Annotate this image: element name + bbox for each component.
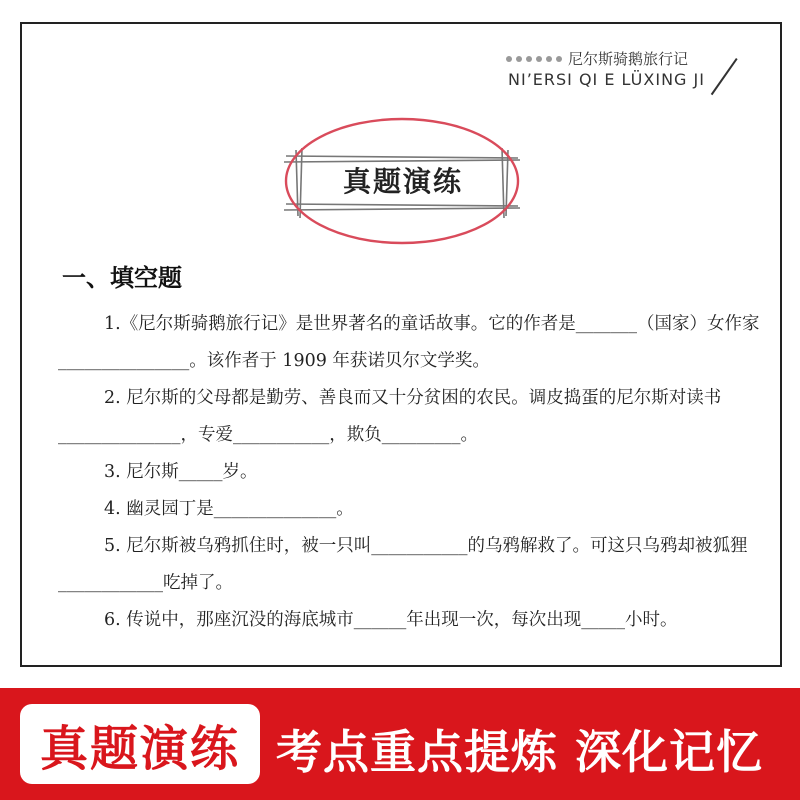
running-header xyxy=(506,48,688,69)
question-5: 5. 尼尔斯被乌鸦抓住时，被一只叫___________的乌鸦解救了。可这只乌鸦却被狐狸____________吃掉了。 xyxy=(58,536,748,593)
question-6: 6. 传说中，那座沉没的海底城市______年出现一次，每次出现_____小时。 xyxy=(104,610,678,630)
footer-slogan: 考点重点提炼 深化记忆 xyxy=(276,725,764,779)
question-1: 1.《尼尔斯骑鹅旅行记》是世界著名的童话故事。它的作者是_______（国家）女作家_______________。该作者于 1909 年获诺贝尔文学奖。 xyxy=(58,314,760,371)
question-3: 3. 尼尔斯_____岁。 xyxy=(104,462,258,482)
footer-badge-text: 真题演练 xyxy=(39,720,240,777)
book-title-pinyin: NI’ERSI QI E LÜXING JI xyxy=(508,70,705,89)
book-title: 尼尔斯骑鹅旅行记 xyxy=(568,50,689,68)
question-4: 4. 幽灵园丁是______________。 xyxy=(104,499,354,519)
question-list xyxy=(58,306,762,639)
section-heading: 一、填空题 xyxy=(62,264,182,292)
footer-badge xyxy=(20,704,260,784)
dots-decoration xyxy=(506,56,562,62)
banner-title: 真题演练 xyxy=(342,165,463,198)
question-2: 2. 尼尔斯的父母都是勤劳、善良而又十分贫困的农民。调皮捣蛋的尼尔斯对读书______________，专爱___________，欺负_________。 xyxy=(58,388,722,445)
